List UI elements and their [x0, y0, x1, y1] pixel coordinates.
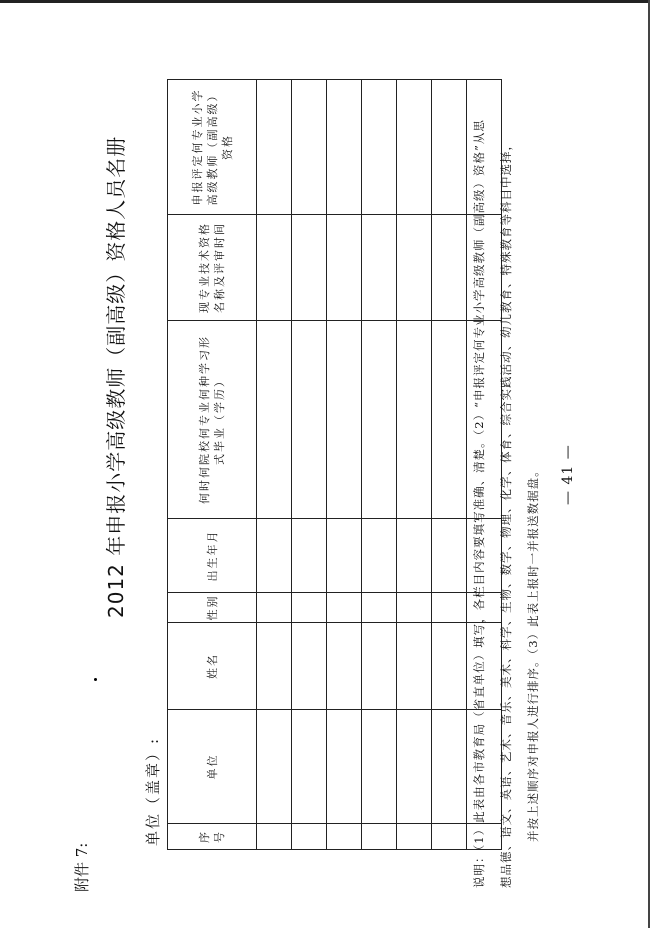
table-cell: [327, 80, 362, 215]
table-row: [397, 80, 432, 850]
table-cell: [397, 215, 432, 321]
table-cell: [327, 321, 362, 519]
table-cell: [327, 519, 362, 593]
table-cell: [292, 824, 327, 850]
table-row: [327, 80, 362, 850]
col-header-applied-title: 申报评定何专业小学高级教师（副高级）资格: [168, 80, 257, 215]
table-cell: [397, 593, 432, 623]
table-cell: [292, 321, 327, 519]
note-line: 说明：（1）此表由各市教育局（省直单位）填写，各栏目内容要填写准确、清楚。（2）“申报评定何专业小学高级教师（副高级）资格”从思: [472, 119, 486, 888]
table-cell: [397, 80, 432, 215]
table-cell: [362, 215, 397, 321]
col-header-birth: 出生年月: [168, 519, 257, 593]
table-cell: [257, 824, 292, 850]
table-header-row: [168, 80, 257, 850]
table-cell: [327, 710, 362, 824]
page-number: — 41 —: [560, 444, 576, 505]
table-cell: [257, 519, 292, 593]
table-cell: [292, 593, 327, 623]
table-cell: [257, 623, 292, 710]
table-cell: [432, 321, 467, 519]
note-line: 并按上述顺序对申报人进行排序。（3）此表上报时一并报送数据盘。: [526, 464, 540, 842]
table-row: [362, 80, 397, 850]
table-cell: [362, 623, 397, 710]
table-cell: [327, 623, 362, 710]
table-cell: [257, 80, 292, 215]
table-cell: [257, 321, 292, 519]
col-header-name: 姓名: [168, 623, 257, 710]
table-cell: [362, 710, 397, 824]
table-cell: [327, 824, 362, 850]
table-cell: [432, 623, 467, 710]
table-cell: [432, 824, 467, 850]
document-title: 2012 年申报小学高级教师（副高级）资格人员名册: [104, 135, 128, 618]
col-header-unit: 单位: [168, 710, 257, 824]
col-header-gender: 性别: [168, 593, 257, 623]
table-cell: [292, 623, 327, 710]
table-row: [432, 80, 467, 850]
roster-table: [167, 79, 502, 850]
table-cell: [362, 824, 397, 850]
roster-body: [257, 80, 502, 850]
table-cell: [432, 80, 467, 215]
attachment-label: 附件 7:: [73, 842, 91, 892]
note-line: 想品德、语文、英语、艺术、音乐、美术、科学、生物、数学、物理、化学、体育、综合实践活动、幼儿教育、特殊教育等科目中选择，: [499, 138, 513, 888]
table-cell: [432, 519, 467, 593]
table-cell: [397, 623, 432, 710]
col-header-current-title: 现专业技术资格名称及评审时间: [168, 215, 257, 321]
table-cell: [432, 710, 467, 824]
table-cell: [362, 593, 397, 623]
table-cell: [257, 215, 292, 321]
table-cell: [397, 710, 432, 824]
table-cell: [397, 321, 432, 519]
table-cell: [432, 215, 467, 321]
table-row: [292, 80, 327, 850]
table-cell: [327, 215, 362, 321]
table-cell: [397, 519, 432, 593]
table-row: [257, 80, 292, 850]
col-header-seq: 序号: [168, 824, 257, 850]
table-cell: [292, 519, 327, 593]
table-cell: [327, 593, 362, 623]
unit-seal-label: 单位（盖章）:: [144, 736, 162, 846]
table-cell: [432, 593, 467, 623]
table-cell: [397, 824, 432, 850]
table-cell: [362, 80, 397, 215]
table-cell: [292, 215, 327, 321]
table-cell: [362, 321, 397, 519]
notes-block: [466, 119, 547, 888]
table-cell: [292, 80, 327, 215]
table-cell: [257, 593, 292, 623]
table-cell: [362, 519, 397, 593]
table-cell: [292, 710, 327, 824]
col-header-education: 何时何院校何专业何种学习形式毕业（学历）: [168, 321, 257, 519]
table-cell: [257, 710, 292, 824]
